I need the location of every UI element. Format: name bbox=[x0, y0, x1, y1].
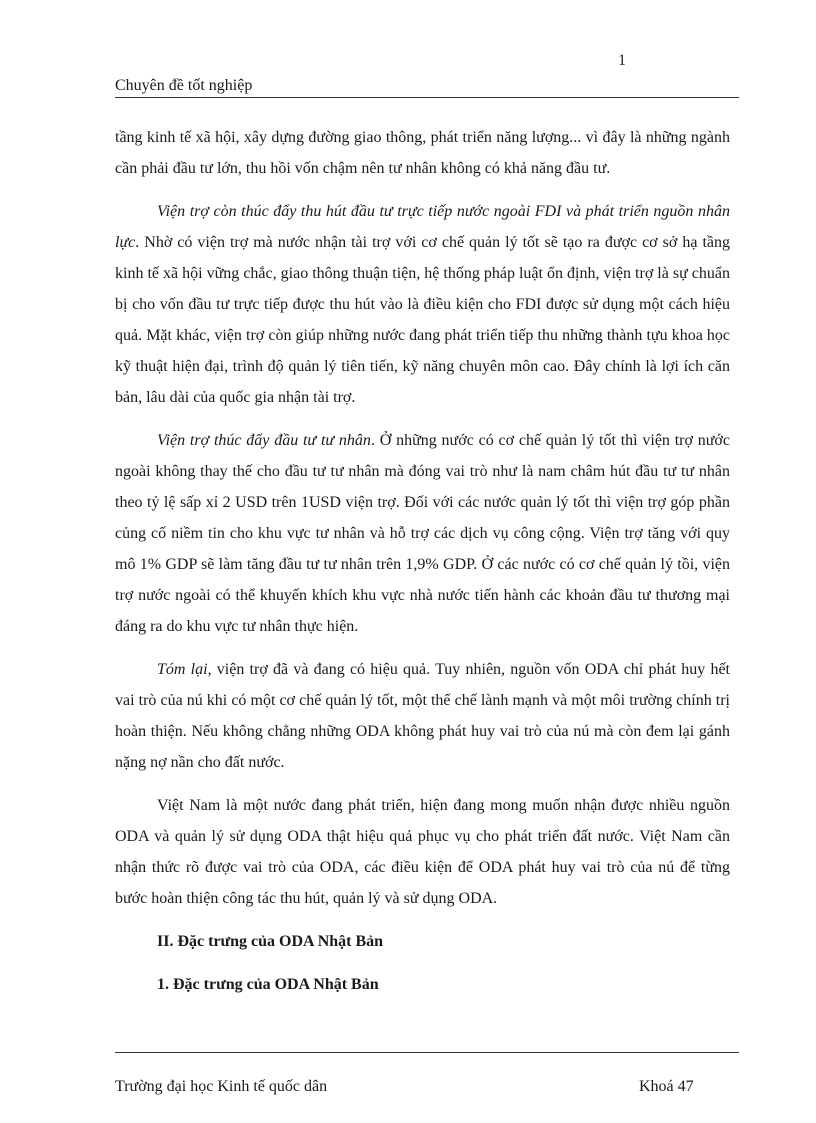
section-heading: II. Đặc trưng của ODA Nhật Bản bbox=[157, 933, 384, 950]
subsection-heading: 1. Đặc trưng của ODA Nhật Bản bbox=[157, 976, 379, 993]
paragraph-fdi-lead: Viện trợ còn thúc đẩy thu hút đầu tư trực tiếp nước ngoài FDI và phát triển nguồn nhân lực bbox=[115, 203, 730, 251]
footer-course: Khoá 47 bbox=[639, 1078, 694, 1095]
paragraph-summary bbox=[115, 654, 730, 778]
paragraph-fdi bbox=[115, 196, 730, 413]
paragraph-private-investment-lead: Viện trợ thúc đẩy đầu tư tư nhân bbox=[157, 432, 371, 449]
footer-school: Trường đại học Kinh tế quốc dân bbox=[115, 1078, 328, 1095]
paragraph-private-investment bbox=[115, 425, 730, 642]
paragraph-summary-text: , viện trợ đã và đang có hiệu quả. Tuy nhiên, nguồn vốn ODA chỉ phát huy hết vai trò của nú khi có một cơ chế quản lý tốt, một thể chế lành mạnh và một môi trường chính trị hoàn thiện. Nếu không chẳng những ODA không phát huy vai trò của nú mà còn đem lại gánh nặng nợ nần cho đất nước. bbox=[115, 661, 730, 771]
paragraph-summary-lead: Tóm lại bbox=[157, 661, 208, 678]
paragraph-fdi-text: . Nhờ có viện trợ mà nước nhận tài trợ với cơ chế quản lý tốt sẽ tạo ra được cơ sở hạ tầng kinh tế xã hội vững chắc, giao thông thuận tiện, hệ thống pháp luật ổn định, viện trợ là sự chuẩn bị cho vốn đầu tư trực tiếp được thu hút vào là điều kiện cho FDI được sử dụng một cách hiệu quả. Mặt khác, viện trợ còn giúp những nước đang phát triển tiếp thu những thành tựu khoa học kỹ thuật hiện đại, trình độ quản lý tiên tiến, kỹ năng chuyên môn cao. Đây chính là lợi ích căn bản, lâu dài của quốc gia nhận tài trợ. bbox=[115, 234, 730, 406]
header-divider bbox=[115, 97, 739, 98]
paragraph-vietnam: Việt Nam là một nước đang phát triển, hiện đang mong muốn nhận được nhiều nguồn ODA và quản lý sử dụng ODA thật hiệu quả phục vụ cho phát triển đất nước. Việt Nam cần nhận thức rõ được vai trò của ODA, các điều kiện để ODA phát huy vai trò của nú để từng bước hoàn thiện công tác thu hút, quản lý và sử dụng ODA. bbox=[115, 797, 730, 907]
header-title: Chuyên đề tốt nghiệp bbox=[115, 77, 253, 94]
page-number: 1 bbox=[618, 52, 626, 69]
footer-divider bbox=[115, 1052, 739, 1053]
paragraph-continued: tầng kinh tế xã hội, xây dựng đường giao thông, phát triển năng lượng... vì đây là những ngành cần phải đầu tư lớn, thu hồi vốn chậm nên tư nhân không có khả năng đầu tư. bbox=[115, 129, 730, 177]
document-body bbox=[115, 122, 730, 1012]
paragraph-private-investment-text: . Ở những nước có cơ chế quản lý tốt thì viện trợ nước ngoài không thay thế cho đầu tư tư nhân mà đóng vai trò như là nam châm hút đầu tư tư nhân theo tỷ lệ sấp xỉ 2 USD trên 1USD viện trợ. Đối với các nước quản lý tốt thì viện trợ góp phần củng cố niềm tin cho khu vực tư nhân và hỗ trợ các dịch vụ công cộng. Viện trợ tăng với quy mô 1% GDP sẽ làm tăng đầu tư tư nhân trên 1,9% GDP. Ở các nước có cơ chế quản lý tồi, viện trợ nước ngoài có thể khuyến khích khu vực nhà nước tiến hành các khoản đầu tư thương mại đáng ra do khu vực tư nhân thực hiện. bbox=[115, 432, 730, 635]
